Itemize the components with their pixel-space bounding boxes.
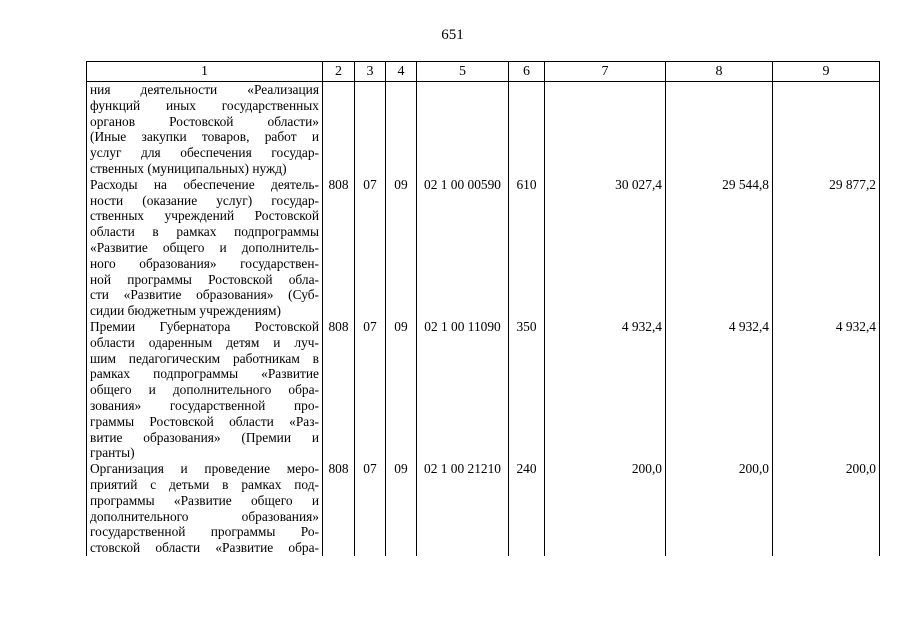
desc-line: ственных (муниципальных) нужд) xyxy=(90,160,287,176)
cell-target-code: 02 1 00 11090 xyxy=(417,319,509,461)
cell-expense-type: 610 xyxy=(509,177,545,319)
col-header-7: 7 xyxy=(545,62,666,82)
col-header-5: 5 xyxy=(417,62,509,82)
cell-amount-3: 29 877,2 xyxy=(773,177,880,319)
cell-section: 07 xyxy=(355,461,386,556)
cell-ministry: 808 xyxy=(323,461,355,556)
table-row xyxy=(87,82,880,177)
desc-line: общего и дополнительного обра- xyxy=(90,382,319,398)
cell-subsection: 09 xyxy=(386,461,417,556)
cell-ministry xyxy=(323,82,355,177)
desc-line: (Иные закупки товаров, работ и xyxy=(90,129,319,145)
desc-line: стовской области «Развитие обра- xyxy=(90,540,319,556)
desc-line: Расходы на обеспечение деятель- xyxy=(90,176,319,192)
desc-line: ственных учреждений Ростовской xyxy=(90,208,319,224)
col-header-9: 9 xyxy=(773,62,880,82)
cell-ministry: 808 xyxy=(323,177,355,319)
cell-amount-1: 200,0 xyxy=(545,461,666,556)
cell-ministry: 808 xyxy=(323,319,355,461)
desc-line: ности (оказание услуг) государ- xyxy=(90,192,319,208)
desc-line: дополнительного образования» xyxy=(90,508,319,524)
cell-amount-3 xyxy=(773,82,880,177)
desc-line: сти «Развитие образования» (Суб- xyxy=(90,287,319,303)
col-header-2: 2 xyxy=(323,62,355,82)
desc-line: приятий с детьми в рамках под- xyxy=(90,476,319,492)
desc-line: ной программы Ростовской обла- xyxy=(90,271,319,287)
desc-line: «Развитие общего и дополнитель- xyxy=(90,239,319,255)
header-row xyxy=(87,62,880,82)
desc-line: сидии бюджетным учреждениям) xyxy=(90,303,281,319)
cell-amount-3: 200,0 xyxy=(773,461,880,556)
table-row xyxy=(87,177,880,319)
cell-amount-2 xyxy=(666,82,773,177)
cell-target-code: 02 1 00 21210 xyxy=(417,461,509,556)
cell-section xyxy=(355,82,386,177)
cell-expense-type: 350 xyxy=(509,319,545,461)
col-header-3: 3 xyxy=(355,62,386,82)
row-description xyxy=(87,177,323,319)
cell-subsection: 09 xyxy=(386,177,417,319)
cell-amount-1: 4 932,4 xyxy=(545,319,666,461)
desc-line: Премии Губернатора Ростовской xyxy=(90,318,319,334)
desc-line: программы «Развитие общего и xyxy=(90,492,319,508)
row-description xyxy=(87,461,323,556)
cell-amount-1 xyxy=(545,82,666,177)
row-description xyxy=(87,82,323,177)
desc-line: услуг для обеспечения государ- xyxy=(90,145,319,161)
table-row xyxy=(87,319,880,461)
desc-line: области в рамках подпрограммы xyxy=(90,224,319,240)
desc-line: витие образования» (Премии и xyxy=(90,429,319,445)
cell-target-code: 02 1 00 00590 xyxy=(417,177,509,319)
desc-line: ния деятельности «Реализация xyxy=(90,82,319,97)
desc-line: функций иных государственных xyxy=(90,97,319,113)
row-description xyxy=(87,319,323,461)
desc-line: гранты) xyxy=(90,445,135,461)
desc-line: рамках подпрограммы «Развитие xyxy=(90,366,319,382)
desc-line: области одаренным детям и луч- xyxy=(90,334,319,350)
desc-line: Организация и проведение меро- xyxy=(90,461,319,477)
cell-subsection xyxy=(386,82,417,177)
desc-line: органов Ростовской области» xyxy=(90,113,319,129)
desc-line: ного образования» государствен- xyxy=(90,255,319,271)
cell-amount-3: 4 932,4 xyxy=(773,319,880,461)
desc-line: шим педагогическим работникам в xyxy=(90,350,319,366)
cell-amount-2: 200,0 xyxy=(666,461,773,556)
desc-line: граммы Ростовской области «Раз- xyxy=(90,413,319,429)
desc-line: зования» государственной про- xyxy=(90,397,319,413)
col-header-8: 8 xyxy=(666,62,773,82)
page-number: 651 xyxy=(441,27,464,43)
desc-line: государственной программы Ро- xyxy=(90,524,319,540)
cell-section: 07 xyxy=(355,177,386,319)
col-header-4: 4 xyxy=(386,62,417,82)
cell-amount-1: 30 027,4 xyxy=(545,177,666,319)
cell-amount-2: 29 544,8 xyxy=(666,177,773,319)
table-row xyxy=(87,461,880,556)
cell-expense-type: 240 xyxy=(509,461,545,556)
cell-section: 07 xyxy=(355,319,386,461)
col-header-6: 6 xyxy=(509,62,545,82)
cell-target-code xyxy=(417,82,509,177)
cell-subsection: 09 xyxy=(386,319,417,461)
cell-expense-type xyxy=(509,82,545,177)
col-header-1: 1 xyxy=(87,62,323,82)
budget-table xyxy=(86,61,880,556)
cell-amount-2: 4 932,4 xyxy=(666,319,773,461)
